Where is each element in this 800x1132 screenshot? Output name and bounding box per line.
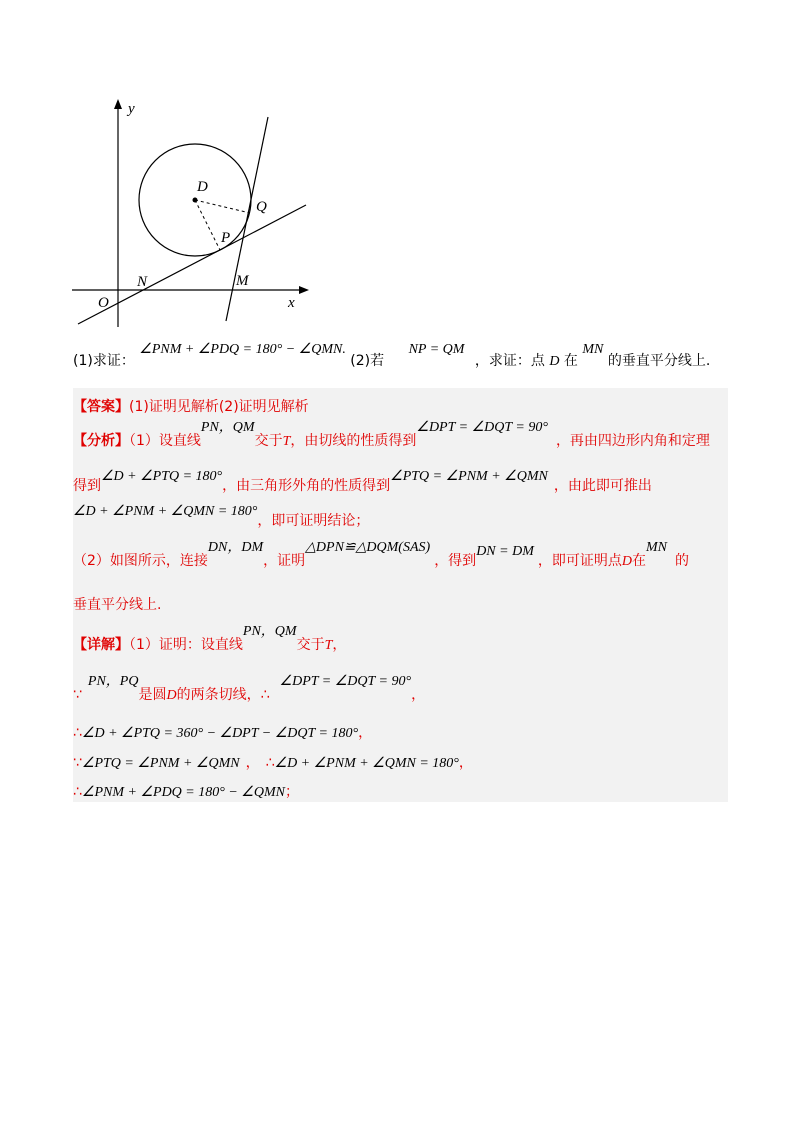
detail-l4-because: ∵: [73, 755, 82, 771]
part2-point-D: D: [549, 354, 560, 369]
detail-l2-lines: PN，PQ: [87, 674, 139, 689]
detail-l5-c: ；: [284, 784, 299, 800]
analysis-line-2: [73, 469, 652, 495]
analysis-line-4: [73, 540, 689, 570]
analysis-l1-c: ，由切线的性质得到: [290, 433, 417, 449]
geometry-figure: [60, 95, 320, 335]
analysis-l1-T: T: [282, 434, 291, 449]
label-x: x: [288, 295, 295, 311]
detail-l3-math: ∠D + ∠PTQ = 360° − ∠DPT − ∠DQT = 180°: [81, 726, 359, 741]
analysis-l4-in: 在: [631, 553, 646, 569]
answer-line: [73, 396, 309, 416]
detail-l4-math1: ∠PTQ = ∠PNM + ∠QMN: [81, 756, 240, 771]
part1-prefix: (1)求证：: [73, 353, 135, 369]
analysis-line-5: [73, 594, 161, 614]
analysis-l2-math2: ∠PTQ = ∠PNM + ∠QMN: [390, 469, 548, 484]
detail-label: 【详解】: [73, 637, 129, 653]
detail-l4-a: ，: [245, 755, 260, 771]
analysis-l4-point-D: D: [621, 554, 632, 569]
analysis-l4-lines: DN，DM: [207, 540, 264, 555]
analysis-l4-MN: MN: [645, 540, 667, 555]
detail-line-4: [73, 752, 473, 772]
label-y: y: [128, 101, 135, 117]
part2-prefix: (2)若: [350, 353, 385, 369]
analysis-l2-b: ，由三角形外角的性质得到: [222, 478, 391, 494]
label-D: D: [197, 179, 208, 195]
detail-l5-math: ∠PNM + ∠PDQ = 180° − ∠QMN: [81, 785, 285, 800]
detail-l2-therefore: ∴: [260, 687, 270, 703]
part2-mid: ，求证：点: [474, 353, 545, 369]
analysis-l4-math: △DPN≌△DQM(SAS): [305, 540, 431, 555]
radius-DQ: [195, 200, 250, 213]
answer-label: 【答案】: [73, 399, 129, 415]
analysis-l1-lines: PN，QM: [200, 420, 255, 435]
detail-l1-c: ，: [332, 637, 347, 653]
detail-l1-a: （1）证明：设直线: [129, 637, 243, 653]
analysis-l3-math: ∠D + ∠PNM + ∠QMN = 180°: [73, 504, 258, 519]
detail-l4-math2: ∠D + ∠PNM + ∠QMN = 180°: [274, 756, 459, 771]
label-O: O: [98, 295, 109, 311]
detail-l2-because: ∵: [73, 687, 82, 703]
part2-math: NP = QM: [408, 342, 465, 357]
detail-l2-D: D: [166, 688, 177, 703]
analysis-l3-a: ，即可证明结论；: [257, 513, 370, 529]
detail-l1-lines: PN，QM: [242, 624, 297, 639]
detail-l1-T: T: [324, 638, 333, 653]
detail-line-2: [73, 674, 426, 704]
detail-l2-a: 是圆: [138, 687, 167, 703]
part1-math: ∠PNM + ∠PDQ = 180° − ∠QMN.: [139, 342, 346, 357]
center-point-D: [193, 198, 198, 203]
analysis-l1-d: ，再由四边形内角和定理: [555, 433, 710, 449]
detail-l2-math: ∠DPT = ∠DQT = 90°: [279, 674, 412, 689]
analysis-l1-b: 交于: [254, 433, 283, 449]
problem-line: [73, 338, 710, 374]
answer-text: (1)证明见解析(2)证明见解析: [129, 399, 309, 415]
detail-l4-therefore: ∴: [265, 755, 275, 771]
analysis-l4-a: （2）如图所示，连接: [73, 553, 208, 569]
detail-l1-b: 交于: [296, 637, 325, 653]
part2-MN: MN: [582, 342, 604, 357]
analysis-l4-c: ，得到: [434, 553, 477, 569]
label-Q: Q: [256, 199, 267, 215]
detail-line-1: [73, 624, 347, 654]
detail-l4-c: ，: [458, 755, 473, 771]
tangent-line-PN: [78, 205, 306, 324]
analysis-label: 【分析】: [73, 433, 129, 449]
detail-l3-c: ，: [358, 725, 373, 741]
analysis-l4-eq: DN = DM: [476, 544, 534, 559]
part2-in: 在: [563, 353, 578, 369]
analysis-line-3: [73, 504, 370, 530]
analysis-l5: 垂直平分线上.: [73, 597, 162, 613]
radius-DP: [195, 200, 220, 250]
label-N: N: [137, 274, 148, 290]
detail-l2-b: 的两条切线，: [176, 687, 261, 703]
analysis-l4-de: 的: [674, 553, 689, 569]
label-P: P: [221, 230, 231, 246]
y-axis-arrow: [114, 99, 122, 109]
label-M: M: [236, 273, 249, 289]
analysis-line-1: [73, 420, 710, 450]
analysis-l4-b: ，证明: [263, 553, 306, 569]
detail-l3-therefore: ∴: [73, 725, 82, 741]
x-axis-arrow: [299, 286, 309, 294]
detail-l5-therefore: ∴: [73, 784, 82, 800]
analysis-l2-c: ，由此即可推出: [553, 478, 652, 494]
detail-line-3: [73, 722, 372, 742]
analysis-l1-math: ∠DPT = ∠DQT = 90°: [416, 420, 548, 435]
analysis-l1-a: （1）设直线: [129, 433, 201, 449]
analysis-l2-a: 得到: [73, 478, 101, 494]
detail-l2-c: ，: [411, 687, 426, 703]
detail-line-5: [73, 781, 299, 801]
part2-end: 的垂直平分线上.: [607, 353, 711, 369]
analysis-l4-d: ，即可证明点: [537, 553, 622, 569]
analysis-l2-math1: ∠D + ∠PTQ = 180°: [101, 469, 223, 484]
